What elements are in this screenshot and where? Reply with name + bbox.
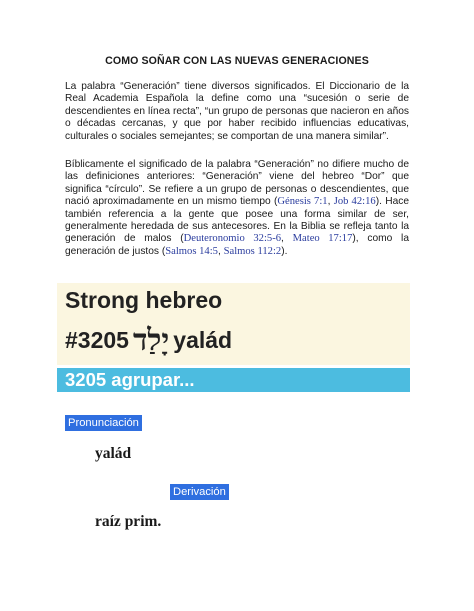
strong-entry-box xyxy=(57,283,410,365)
paragraph-definition: La palabra “Generación” tiene diversos significados. El Diccionario de la Real Academia Española la define como una “sucesión o serie de descendientes en línea recta”, “un grupo de personas que nacieron en años o décadas cercanas, y que por haber recibido influencias educativas, culturales o sociales semejantes; se comportan de una manera similar”. xyxy=(65,81,409,142)
entry-heading-bar xyxy=(57,368,410,392)
paragraph-text: ), como la generación de justos ( xyxy=(65,233,409,257)
transliteration: yalád xyxy=(173,327,233,353)
paragraph-text: Bíblicamente el significado de la palabra “Generación” no difiere mucho de las definiciones anteriores: “Generación” viene del hebreo “Dor” que significa “círculo”. Se refiere a un grupo de personas o descendientes, que nació aproximadamente en un mismo tiempo ( xyxy=(65,159,409,208)
strong-number-line xyxy=(65,323,232,358)
paragraph-text: ). Hace también referencia a la gente que posee una forma similar de ser, generalmente heredada de sus antecesores. En la Biblia se refleja tanto la generación de malos ( xyxy=(65,196,409,245)
pronunciation-label: Pronunciación xyxy=(65,415,142,431)
scripture-reference-link[interactable]: Salmos 14:5 xyxy=(165,245,218,257)
scripture-reference-link[interactable]: Mateo 17:17 xyxy=(292,233,353,245)
scripture-reference-link[interactable]: Salmos 112:2 xyxy=(223,245,282,257)
strong-number: #3205 xyxy=(65,327,129,353)
scripture-reference-link[interactable]: Job 42:16 xyxy=(333,196,376,208)
separator: , xyxy=(327,196,334,208)
pronunciation-value: yalád xyxy=(95,445,132,462)
entry-heading-text: 3205 agrupar... xyxy=(65,369,195,390)
derivation-value: raíz prim. xyxy=(95,513,162,530)
scripture-reference-link[interactable]: Deuteronomio 32:5-6 xyxy=(183,233,282,245)
derivation-label: Derivación xyxy=(170,484,229,500)
scripture-reference-link[interactable]: Génesis 7:1 xyxy=(277,196,328,208)
page-title: COMO SOÑAR CON LAS NUEVAS GENERACIONES xyxy=(105,55,369,67)
paragraph-biblical xyxy=(65,159,409,258)
hebrew-word: יָלַד xyxy=(132,323,170,358)
separator: , xyxy=(217,245,224,257)
separator: , xyxy=(281,233,293,245)
strong-heading: Strong hebreo xyxy=(65,287,223,313)
paragraph-text: ). xyxy=(281,245,288,257)
